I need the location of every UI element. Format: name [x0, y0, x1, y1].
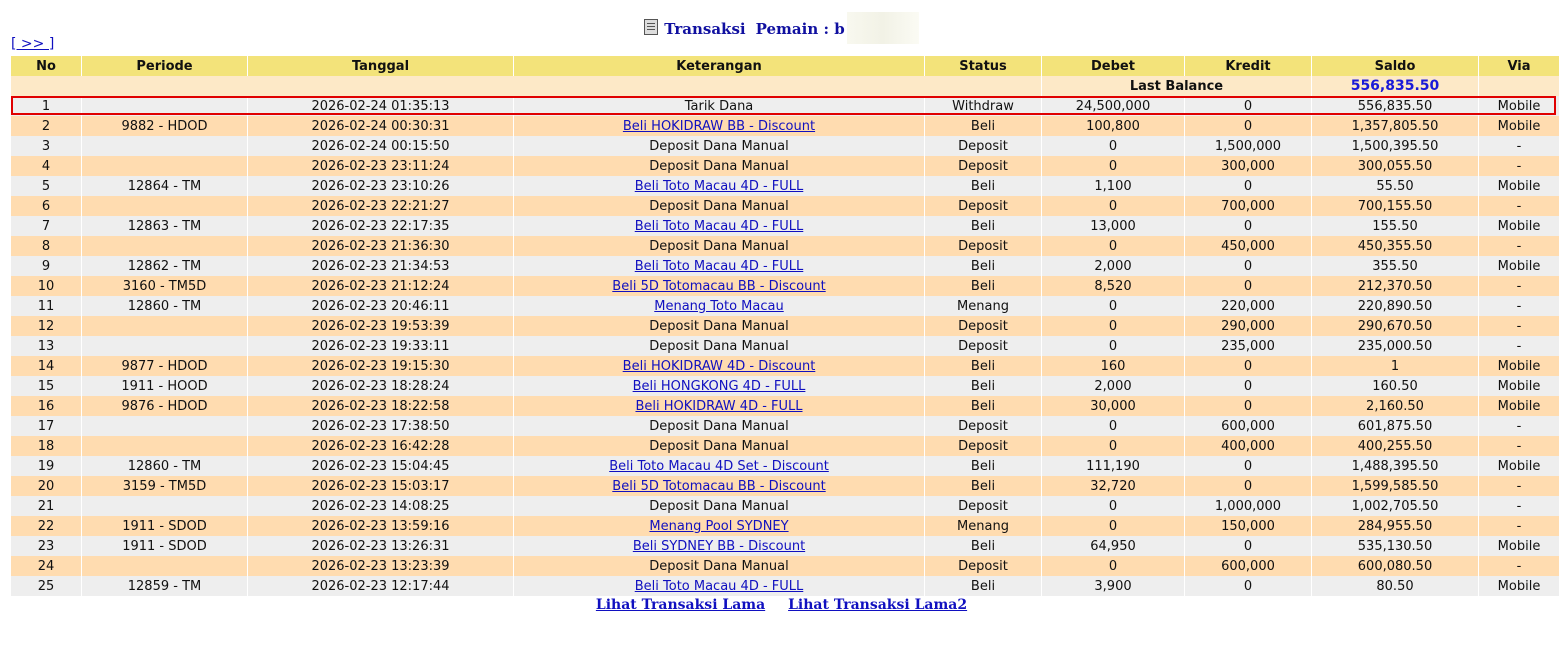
cell-tanggal: 2026-02-24 01:35:13 [248, 96, 513, 116]
cell-via: - [1479, 156, 1559, 176]
cell-no: 13 [11, 336, 81, 356]
cell-status: Deposit [925, 416, 1041, 436]
column-header-kredit: Kredit [1185, 56, 1311, 76]
cell-tanggal: 2026-02-23 13:59:16 [248, 516, 513, 536]
cell-no: 25 [11, 576, 81, 596]
cell-saldo: 284,955.50 [1312, 516, 1478, 536]
column-header-debet: Debet [1042, 56, 1184, 76]
table-row [11, 96, 1559, 116]
cell-debet: 64,950 [1042, 536, 1184, 556]
cell-debet: 13,000 [1042, 216, 1184, 236]
cell-keterangan [514, 576, 924, 596]
cell-saldo: 155.50 [1312, 216, 1478, 236]
table-row [11, 556, 1559, 576]
table-row [11, 376, 1559, 396]
cell-saldo: 220,890.50 [1312, 296, 1478, 316]
cell-debet: 0 [1042, 316, 1184, 336]
cell-tanggal: 2026-02-23 16:42:28 [248, 436, 513, 456]
cell-debet: 0 [1042, 236, 1184, 256]
cell-periode [82, 236, 247, 256]
cell-status: Deposit [925, 496, 1041, 516]
cell-debet: 100,800 [1042, 116, 1184, 136]
cell-status: Beli [925, 396, 1041, 416]
cell-saldo: 556,835.50 [1312, 96, 1478, 116]
table-row [11, 356, 1559, 376]
cell-saldo: 700,155.50 [1312, 196, 1478, 216]
redacted-player-name [847, 12, 919, 44]
cell-periode: 12862 - TM [82, 256, 247, 276]
table-row [11, 296, 1559, 316]
table-row [11, 316, 1559, 336]
table-row [11, 476, 1559, 496]
cell-saldo: 1,599,585.50 [1312, 476, 1478, 496]
cell-periode: 1911 - SDOD [82, 536, 247, 556]
cell-debet: 8,520 [1042, 276, 1184, 296]
column-header-saldo: Saldo [1312, 56, 1478, 76]
cell-kredit: 1,000,000 [1185, 496, 1311, 516]
cell-kredit: 0 [1185, 376, 1311, 396]
cell-no: 20 [11, 476, 81, 496]
cell-keterangan [514, 396, 924, 416]
cell-debet: 30,000 [1042, 396, 1184, 416]
table-row [11, 136, 1559, 156]
transaction-detail-link[interactable]: Beli Toto Macau 4D - FULL [634, 258, 804, 274]
cell-keterangan [514, 276, 924, 296]
cell-kredit: 0 [1185, 356, 1311, 376]
cell-periode [82, 436, 247, 456]
cell-kredit: 0 [1185, 176, 1311, 196]
cell-tanggal: 2026-02-23 15:03:17 [248, 476, 513, 496]
cell-tanggal: 2026-02-23 22:21:27 [248, 196, 513, 216]
cell-via: - [1479, 336, 1559, 356]
cell-via: - [1479, 436, 1559, 456]
cell-no: 3 [11, 136, 81, 156]
cell-kredit: 0 [1185, 396, 1311, 416]
cell-kredit: 0 [1185, 276, 1311, 296]
cell-tanggal: 2026-02-23 13:23:39 [248, 556, 513, 576]
table-row [11, 176, 1559, 196]
cell-periode: 12859 - TM [82, 576, 247, 596]
transaction-detail-link[interactable]: Beli Toto Macau 4D - FULL [634, 218, 804, 234]
cell-no: 11 [11, 296, 81, 316]
cell-kredit: 235,000 [1185, 336, 1311, 356]
table-row [11, 516, 1559, 536]
cell-status: Deposit [925, 436, 1041, 456]
cell-via: - [1479, 416, 1559, 436]
last-balance-value: 556,835.50 [1312, 76, 1478, 96]
cell-debet: 1,100 [1042, 176, 1184, 196]
transaction-detail-link[interactable]: Beli HOKIDRAW 4D - Discount [622, 358, 816, 374]
column-header-tanggal: Tanggal [248, 56, 513, 76]
cell-kredit: 0 [1185, 216, 1311, 236]
cell-saldo: 1,357,805.50 [1312, 116, 1478, 136]
cell-keterangan [514, 296, 924, 316]
column-header-periode: Periode [82, 56, 247, 76]
cell-tanggal: 2026-02-23 21:12:24 [248, 276, 513, 296]
cell-no: 2 [11, 116, 81, 136]
cell-status: Deposit [925, 316, 1041, 336]
cell-keterangan [514, 216, 924, 236]
table-row [11, 196, 1559, 216]
cell-via: - [1479, 316, 1559, 336]
transaction-detail-link[interactable]: Menang Pool SYDNEY [649, 518, 789, 534]
cell-no: 18 [11, 436, 81, 456]
cell-saldo: 355.50 [1312, 256, 1478, 276]
cell-kredit: 450,000 [1185, 236, 1311, 256]
cell-periode [82, 336, 247, 356]
table-row [11, 536, 1559, 556]
cell-keterangan: Deposit Dana Manual [514, 436, 924, 456]
table-row [11, 236, 1559, 256]
cell-debet: 0 [1042, 136, 1184, 156]
cell-periode: 12860 - TM [82, 456, 247, 476]
cell-saldo: 600,080.50 [1312, 556, 1478, 576]
cell-debet: 2,000 [1042, 256, 1184, 276]
cell-via: Mobile [1479, 216, 1559, 236]
cell-status: Withdraw [925, 96, 1041, 116]
transaction-table [10, 56, 1560, 596]
cell-saldo: 212,370.50 [1312, 276, 1478, 296]
cell-keterangan [514, 536, 924, 556]
cell-kredit: 150,000 [1185, 516, 1311, 536]
table-row [11, 116, 1559, 136]
cell-saldo: 1 [1312, 356, 1478, 376]
cell-tanggal: 2026-02-23 17:38:50 [248, 416, 513, 436]
transaction-detail-link[interactable]: Beli HOKIDRAW BB - Discount [622, 118, 816, 134]
table-row [11, 336, 1559, 356]
cell-debet: 0 [1042, 516, 1184, 536]
cell-saldo: 290,670.50 [1312, 316, 1478, 336]
cell-no: 6 [11, 196, 81, 216]
cell-saldo: 400,255.50 [1312, 436, 1478, 456]
cell-periode: 12863 - TM [82, 216, 247, 236]
cell-tanggal: 2026-02-23 12:17:44 [248, 576, 513, 596]
cell-kredit: 600,000 [1185, 556, 1311, 576]
cell-tanggal: 2026-02-23 22:17:35 [248, 216, 513, 236]
cell-status: Beli [925, 116, 1041, 136]
cell-status: Deposit [925, 556, 1041, 576]
cell-keterangan [514, 116, 924, 136]
cell-no: 8 [11, 236, 81, 256]
cell-saldo: 235,000.50 [1312, 336, 1478, 356]
cell-status: Beli [925, 536, 1041, 556]
cell-debet: 160 [1042, 356, 1184, 376]
cell-via: Mobile [1479, 256, 1559, 276]
cell-no: 4 [11, 156, 81, 176]
cell-tanggal: 2026-02-23 13:26:31 [248, 536, 513, 556]
cell-kredit: 300,000 [1185, 156, 1311, 176]
cell-tanggal: 2026-02-24 00:30:31 [248, 116, 513, 136]
cell-status: Beli [925, 476, 1041, 496]
cell-kredit: 0 [1185, 536, 1311, 556]
cell-tanggal: 2026-02-23 23:10:26 [248, 176, 513, 196]
table-row [11, 576, 1559, 596]
cell-debet: 111,190 [1042, 456, 1184, 476]
cell-keterangan [514, 176, 924, 196]
cell-kredit: 600,000 [1185, 416, 1311, 436]
cell-status: Menang [925, 516, 1041, 536]
column-header-no: No [11, 56, 81, 76]
cell-tanggal: 2026-02-23 21:34:53 [248, 256, 513, 276]
cell-debet: 0 [1042, 336, 1184, 356]
cell-periode: 9882 - HDOD [82, 116, 247, 136]
cell-keterangan: Deposit Dana Manual [514, 156, 924, 176]
old-transactions-link-2[interactable]: Lihat Transaksi Lama2 [788, 597, 968, 613]
cell-tanggal: 2026-02-23 18:22:58 [248, 396, 513, 416]
page-title: Transaksi [664, 20, 746, 38]
cell-keterangan: Tarik Dana [514, 96, 924, 116]
cell-status: Beli [925, 276, 1041, 296]
cell-keterangan [514, 476, 924, 496]
cell-keterangan: Deposit Dana Manual [514, 136, 924, 156]
cell-no: 5 [11, 176, 81, 196]
cell-via: - [1479, 276, 1559, 296]
table-row [11, 416, 1559, 436]
transaction-detail-link[interactable]: Beli HOKIDRAW 4D - FULL [635, 398, 803, 414]
cell-kredit: 0 [1185, 96, 1311, 116]
table-row [11, 256, 1559, 276]
cell-status: Beli [925, 576, 1041, 596]
cell-debet: 0 [1042, 436, 1184, 456]
cell-keterangan: Deposit Dana Manual [514, 416, 924, 436]
player-label: Pemain : b [755, 20, 845, 38]
cell-saldo: 450,355.50 [1312, 236, 1478, 256]
transaction-detail-link[interactable]: Beli 5D Totomacau BB - Discount [612, 278, 826, 294]
last-balance-row [11, 76, 1559, 96]
cell-status: Beli [925, 176, 1041, 196]
table-row [11, 456, 1559, 476]
cell-debet: 2,000 [1042, 376, 1184, 396]
cell-kredit: 0 [1185, 256, 1311, 276]
cell-periode: 1911 - SDOD [82, 516, 247, 536]
cell-saldo: 300,055.50 [1312, 156, 1478, 176]
cell-no: 23 [11, 536, 81, 556]
cell-via: - [1479, 476, 1559, 496]
cell-keterangan: Deposit Dana Manual [514, 496, 924, 516]
cell-tanggal: 2026-02-24 00:15:50 [248, 136, 513, 156]
cell-no: 14 [11, 356, 81, 376]
cell-via: Mobile [1479, 576, 1559, 596]
cell-periode: 12864 - TM [82, 176, 247, 196]
cell-tanggal: 2026-02-23 20:46:11 [248, 296, 513, 316]
cell-periode [82, 96, 247, 116]
cell-kredit: 0 [1185, 456, 1311, 476]
cell-saldo: 1,500,395.50 [1312, 136, 1478, 156]
cell-saldo: 55.50 [1312, 176, 1478, 196]
cell-saldo: 1,002,705.50 [1312, 496, 1478, 516]
cell-keterangan: Deposit Dana Manual [514, 196, 924, 216]
cell-no: 1 [11, 96, 81, 116]
cell-periode [82, 136, 247, 156]
cell-periode: 3159 - TM5D [82, 476, 247, 496]
cell-no: 7 [11, 216, 81, 236]
cell-kredit: 1,500,000 [1185, 136, 1311, 156]
cell-no: 15 [11, 376, 81, 396]
cell-debet: 0 [1042, 496, 1184, 516]
table-row [11, 396, 1559, 416]
cell-tanggal: 2026-02-23 23:11:24 [248, 156, 513, 176]
cell-kredit: 0 [1185, 116, 1311, 136]
last-balance-label: Last Balance [1042, 76, 1311, 96]
cell-via: - [1479, 236, 1559, 256]
transaction-detail-link[interactable]: Beli SYDNEY BB - Discount [632, 538, 806, 554]
cell-debet: 0 [1042, 296, 1184, 316]
document-icon [644, 19, 658, 35]
cell-kredit: 400,000 [1185, 436, 1311, 456]
cell-status: Beli [925, 216, 1041, 236]
cell-kredit: 700,000 [1185, 196, 1311, 216]
cell-status: Deposit [925, 156, 1041, 176]
cell-via: - [1479, 516, 1559, 536]
cell-periode: 1911 - HOOD [82, 376, 247, 396]
cell-saldo: 601,875.50 [1312, 416, 1478, 436]
cell-debet: 3,900 [1042, 576, 1184, 596]
cell-via: Mobile [1479, 396, 1559, 416]
old-transactions-link[interactable]: Lihat Transaksi Lama [595, 597, 766, 613]
cell-via: Mobile [1479, 536, 1559, 556]
cell-tanggal: 2026-02-23 18:28:24 [248, 376, 513, 396]
cell-via: Mobile [1479, 96, 1559, 116]
cell-via: - [1479, 496, 1559, 516]
cell-via: Mobile [1479, 116, 1559, 136]
transaction-detail-link[interactable]: Beli Toto Macau 4D - FULL [634, 178, 804, 194]
cell-periode [82, 496, 247, 516]
cell-keterangan [514, 256, 924, 276]
cell-periode: 9877 - HDOD [82, 356, 247, 376]
cell-keterangan: Deposit Dana Manual [514, 336, 924, 356]
cell-tanggal: 2026-02-23 15:04:45 [248, 456, 513, 476]
cell-keterangan [514, 456, 924, 476]
next-page-link[interactable]: [ >> ] [11, 36, 55, 52]
footer-links [0, 597, 1563, 613]
cell-periode [82, 556, 247, 576]
cell-keterangan: Deposit Dana Manual [514, 236, 924, 256]
cell-no: 22 [11, 516, 81, 536]
column-header-via: Via [1479, 56, 1559, 76]
table-row [11, 216, 1559, 236]
cell-status: Deposit [925, 136, 1041, 156]
cell-debet: 0 [1042, 156, 1184, 176]
cell-periode: 9876 - HDOD [82, 396, 247, 416]
page-header [0, 12, 1563, 44]
cell-debet: 24,500,000 [1042, 96, 1184, 116]
cell-via: Mobile [1479, 176, 1559, 196]
cell-keterangan [514, 356, 924, 376]
table-row [11, 156, 1559, 176]
cell-saldo: 1,488,395.50 [1312, 456, 1478, 476]
transaction-detail-link[interactable]: Beli Toto Macau 4D Set - Discount [609, 458, 829, 474]
cell-status: Deposit [925, 336, 1041, 356]
cell-periode: 12860 - TM [82, 296, 247, 316]
cell-keterangan: Deposit Dana Manual [514, 316, 924, 336]
cell-via: - [1479, 296, 1559, 316]
cell-status: Deposit [925, 236, 1041, 256]
cell-kredit: 220,000 [1185, 296, 1311, 316]
transaction-detail-link[interactable]: Beli 5D Totomacau BB - Discount [612, 478, 826, 494]
cell-status: Beli [925, 256, 1041, 276]
cell-status: Menang [925, 296, 1041, 316]
cell-tanggal: 2026-02-23 19:53:39 [248, 316, 513, 336]
transaction-detail-link[interactable]: Beli Toto Macau 4D - FULL [634, 578, 804, 594]
cell-via: - [1479, 136, 1559, 156]
cell-keterangan [514, 516, 924, 536]
cell-kredit: 290,000 [1185, 316, 1311, 336]
cell-periode [82, 416, 247, 436]
column-header-status: Status [925, 56, 1041, 76]
cell-via: Mobile [1479, 356, 1559, 376]
cell-via: - [1479, 196, 1559, 216]
cell-no: 17 [11, 416, 81, 436]
column-header-keterangan: Keterangan [514, 56, 924, 76]
cell-tanggal: 2026-02-23 19:33:11 [248, 336, 513, 356]
cell-via: Mobile [1479, 376, 1559, 396]
cell-tanggal: 2026-02-23 19:15:30 [248, 356, 513, 376]
cell-debet: 0 [1042, 556, 1184, 576]
table-row [11, 496, 1559, 516]
cell-saldo: 80.50 [1312, 576, 1478, 596]
cell-periode [82, 156, 247, 176]
table-row [11, 436, 1559, 456]
cell-status: Beli [925, 456, 1041, 476]
cell-debet: 32,720 [1042, 476, 1184, 496]
cell-no: 21 [11, 496, 81, 516]
cell-kredit: 0 [1185, 576, 1311, 596]
cell-debet: 0 [1042, 416, 1184, 436]
cell-debet: 0 [1042, 196, 1184, 216]
transaction-detail-link[interactable]: Beli HONGKONG 4D - FULL [632, 378, 806, 394]
cell-no: 19 [11, 456, 81, 476]
cell-kredit: 0 [1185, 476, 1311, 496]
cell-no: 12 [11, 316, 81, 336]
cell-keterangan: Deposit Dana Manual [514, 556, 924, 576]
transaction-detail-link[interactable]: Menang Toto Macau [654, 298, 784, 314]
cell-via: - [1479, 556, 1559, 576]
cell-saldo: 160.50 [1312, 376, 1478, 396]
cell-status: Deposit [925, 196, 1041, 216]
cell-saldo: 535,130.50 [1312, 536, 1478, 556]
cell-via: Mobile [1479, 456, 1559, 476]
cell-no: 10 [11, 276, 81, 296]
cell-no: 16 [11, 396, 81, 416]
table-header-row [11, 56, 1559, 76]
cell-periode [82, 316, 247, 336]
cell-status: Beli [925, 376, 1041, 396]
cell-no: 9 [11, 256, 81, 276]
table-row [11, 276, 1559, 296]
cell-keterangan [514, 376, 924, 396]
cell-no: 24 [11, 556, 81, 576]
cell-periode [82, 196, 247, 216]
cell-tanggal: 2026-02-23 14:08:25 [248, 496, 513, 516]
cell-saldo: 2,160.50 [1312, 396, 1478, 416]
cell-tanggal: 2026-02-23 21:36:30 [248, 236, 513, 256]
cell-status: Beli [925, 356, 1041, 376]
cell-periode: 3160 - TM5D [82, 276, 247, 296]
